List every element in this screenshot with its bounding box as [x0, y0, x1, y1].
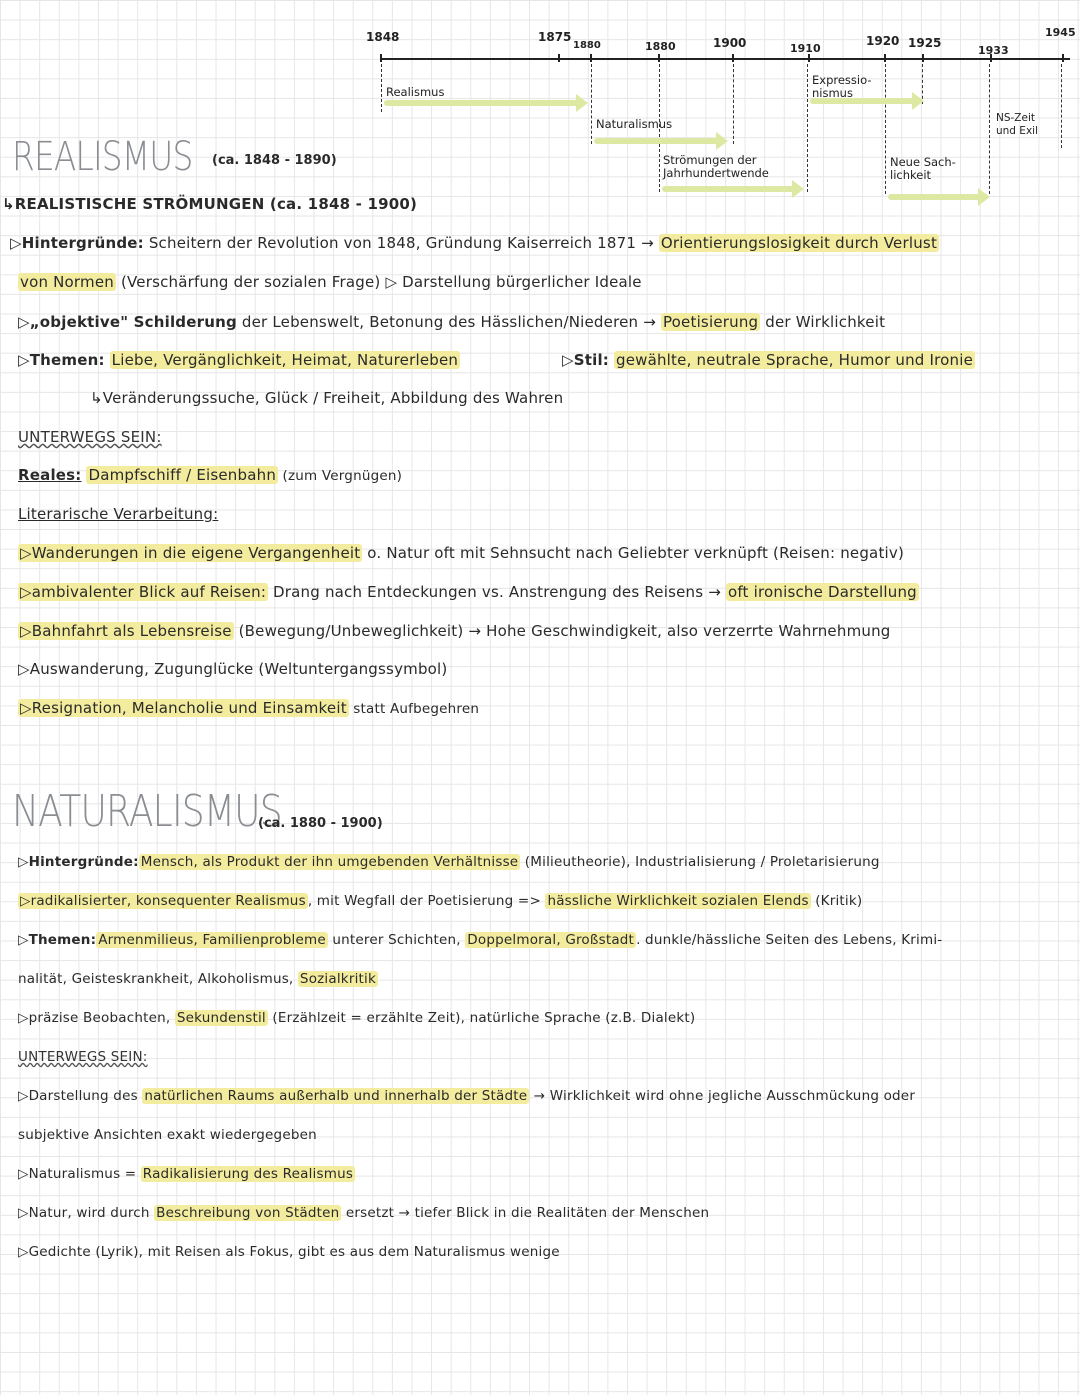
epoch-naturalismus: Naturalismus — [596, 117, 673, 131]
realismus-title: REALISMUS — [12, 134, 193, 180]
label: Reales: — [18, 466, 82, 484]
text: ▷präzise Beobachten, — [18, 1010, 175, 1026]
epoch-expressionismus-line2: nismus — [812, 86, 853, 100]
realismus-stil — [562, 351, 975, 369]
naturalismus-praezise — [18, 1010, 695, 1026]
realismus-unterwegs-heading: UNTERWEGS SEIN: — [18, 428, 162, 446]
highlight: Mensch, als Produkt der ihn umgebenden Verhältnisse — [140, 854, 519, 870]
timeline-guide — [989, 64, 990, 194]
realismus-themen-sub: ↳Veränderungssuche, Glück / Freiheit, Abbildung des Wahren — [90, 389, 564, 407]
naturalismus-themen — [18, 932, 942, 948]
highlight: Radikalisierung des Realismus — [142, 1166, 354, 1182]
text: statt Aufbegehren — [348, 701, 480, 717]
realismus-reales — [18, 466, 402, 484]
highlight: Sekundenstil — [176, 1010, 266, 1026]
arrow-naturalismus — [594, 138, 720, 144]
highlight: Sozialkritik — [299, 971, 376, 987]
text: (Erzählzeit = erzählte Zeit), natürliche Sprache (z.B. Dialekt) — [267, 1010, 696, 1026]
realismus-objektiv — [18, 313, 885, 331]
timeline-tick — [732, 54, 734, 62]
timeline-axis — [380, 58, 1070, 60]
arrow-stroemungen — [662, 186, 796, 192]
text: ▷Auswanderung, Zugunglücke (Weltuntergangssymbol) — [18, 660, 448, 678]
year-label: 1945 — [1045, 26, 1076, 39]
realismus-subtitle: ↳REALISTISCHE STRÖMUNGEN (ca. 1848 - 1900) — [2, 195, 418, 213]
arrow-realismus — [384, 100, 580, 106]
text: der Wirklichkeit — [760, 313, 886, 331]
list-item — [18, 699, 479, 717]
year-label: 1848 — [366, 30, 400, 44]
text: , mit Wegfall der Poetisierung => — [307, 893, 546, 909]
highlight: Orientierungslosigkeit durch Verlust — [660, 234, 938, 252]
year-label: 1933 — [978, 44, 1009, 57]
highlight: hässliche Wirklichkeit sozialen Elends — [547, 893, 809, 909]
list-item — [18, 622, 891, 640]
timeline-tick — [558, 54, 560, 62]
year-label: 1875 — [538, 30, 572, 44]
text: (Milieutheorie), Industrialisierung / Proletarisierung — [520, 854, 880, 870]
label: ▷Themen: — [18, 932, 97, 948]
realismus-hintergruende-2 — [18, 273, 642, 291]
list-item: ▷Gedichte (Lyrik), mit Reisen als Fokus, gibt es aus dem Naturalismus wenige — [18, 1244, 560, 1260]
naturalismus-period: (ca. 1880 - 1900) — [258, 816, 383, 831]
epoch-stroemungen — [663, 154, 769, 180]
text: (Kritik) — [810, 893, 863, 909]
highlight: von Normen — [20, 273, 114, 291]
timeline-tick — [380, 54, 382, 62]
timeline-tick — [922, 54, 924, 62]
epoch-expressionismus — [812, 74, 872, 100]
year-label: 1925 — [908, 36, 942, 50]
arrow-neue-sachlichkeit — [888, 194, 982, 200]
label: ▷Hintergründe: — [10, 234, 144, 252]
epoch-stroemungen-line2: Jahrhundertwende — [663, 166, 769, 180]
naturalismus-themen-2 — [18, 971, 378, 987]
naturalismus-unterwegs-heading: UNTERWEGS SEIN: — [18, 1049, 148, 1065]
highlight: ▷Wanderungen in die eigene Vergangenheit — [20, 544, 361, 562]
realismus-period: (ca. 1848 - 1890) — [212, 153, 337, 168]
naturalismus-hintergruende — [18, 854, 880, 870]
text: (Verschärfung der sozialen Frage) ▷ Darstellung bürgerlicher Ideale — [115, 273, 642, 291]
timeline-tick — [808, 54, 810, 62]
label: ▷„objektive" Schilderung — [18, 313, 237, 331]
text: unterer Schichten, — [327, 932, 466, 948]
timeline-guide — [807, 64, 808, 192]
epoch-stroemungen-line1: Strömungen der — [663, 153, 757, 167]
timeline-guide — [381, 64, 382, 112]
timeline-guide — [885, 64, 886, 194]
text: ▷Darstellung des — [18, 1088, 143, 1104]
text: der Lebenswelt, Betonung des Hässlichen/Niederen → — [236, 313, 661, 331]
realismus-hintergruende — [10, 234, 939, 252]
realismus-themen — [18, 351, 460, 369]
highlight: gewählte, neutrale Sprache, Humor und Ironie — [615, 351, 974, 369]
list-item — [18, 583, 919, 601]
text: Scheitern der Revolution von 1848, Gründung Kaiserreich 1871 → — [143, 234, 659, 252]
text: o. Natur oft mit Sehnsucht nach Geliebter verknüpft (Reisen: negativ) — [362, 544, 905, 562]
timeline-tick — [590, 54, 592, 62]
year-label: 1880 — [645, 40, 676, 53]
label: ▷Hintergründe: — [18, 854, 139, 870]
highlight: Dampfschiff / Eisenbahn — [88, 466, 277, 484]
text: . dunkle/hässliche Seiten des Lebens, Krimi- — [636, 932, 943, 948]
year-label: 1880 — [573, 40, 601, 51]
highlight: ▷radikalisierter, konsequenter Realismus — [20, 893, 306, 909]
epoch-neue-sachlichkeit — [890, 156, 956, 182]
epoch-neue-sachlichkeit-line2: lichkeit — [890, 168, 932, 182]
timeline-guide — [733, 64, 734, 144]
year-label: 1910 — [790, 42, 821, 55]
naturalismus-radikal — [18, 893, 862, 909]
timeline-tick — [1062, 54, 1064, 62]
list-item — [18, 1166, 355, 1182]
epoch-ns-zeit-line2: und Exil — [996, 125, 1038, 137]
list-item — [18, 660, 447, 678]
timeline-guide — [1061, 64, 1062, 148]
list-item-continuation: subjektive Ansichten exakt wiedergegeben — [18, 1127, 317, 1143]
list-item — [18, 1088, 915, 1104]
naturalismus-title: NATURALISMUS — [12, 786, 282, 837]
label: ▷Stil: — [562, 351, 609, 369]
highlight: natürlichen Raums außerhalb und innerhalb der Städte — [144, 1088, 528, 1104]
epoch-expressionismus-line1: Expressio- — [812, 73, 872, 87]
timeline-guide — [591, 64, 592, 144]
realismus-literarisch-heading: Literarische Verarbeitung: — [18, 505, 219, 523]
highlight: ▷Resignation, Melancholie und Einsamkeit — [20, 699, 347, 717]
label: ▷Themen: — [18, 351, 105, 369]
highlight: ▷Bahnfahrt als Lebensreise — [20, 622, 232, 640]
text: ersetzt → tiefer Blick in die Realitäten der Menschen — [341, 1205, 710, 1221]
year-label: 1920 — [866, 34, 900, 48]
highlight: Beschreibung von Städten — [156, 1205, 340, 1221]
timeline-tick — [658, 54, 660, 62]
epoch-ns-zeit — [996, 112, 1038, 138]
list-item — [18, 1205, 709, 1221]
highlight: ▷ambivalenter Blick auf Reisen: — [20, 583, 267, 601]
highlight: Poetisierung — [662, 313, 759, 331]
highlight: oft ironische Darstellung — [727, 583, 917, 601]
highlight: Armenmilieus, Familienprobleme — [98, 932, 326, 948]
list-item — [18, 544, 904, 562]
text: Drang nach Entdeckungen vs. Anstrengung des Reisens → — [268, 583, 726, 601]
highlight: Doppelmoral, Großstadt — [467, 932, 635, 948]
text: (zum Vergnügen) — [278, 468, 403, 484]
epoch-ns-zeit-line1: NS-Zeit — [996, 112, 1035, 124]
highlight: Liebe, Vergänglichkeit, Heimat, Naturerleben — [111, 351, 459, 369]
epoch-realismus: Realismus — [386, 85, 445, 99]
text: ▷Naturalismus = — [18, 1166, 141, 1182]
text: ▷Natur, wird durch — [18, 1205, 155, 1221]
text: nalität, Geisteskrankheit, Alkoholismus, — [18, 971, 298, 987]
timeline-tick — [884, 54, 886, 62]
year-label: 1900 — [713, 36, 747, 50]
text: → Wirklichkeit wird ohne jegliche Ausschmückung oder — [529, 1088, 916, 1104]
epoch-neue-sachlichkeit-line1: Neue Sach- — [890, 155, 956, 169]
text: (Bewegung/Unbeweglichkeit) → Hohe Geschwindigkeit, also verzerrte Wahrnehmung — [233, 622, 891, 640]
